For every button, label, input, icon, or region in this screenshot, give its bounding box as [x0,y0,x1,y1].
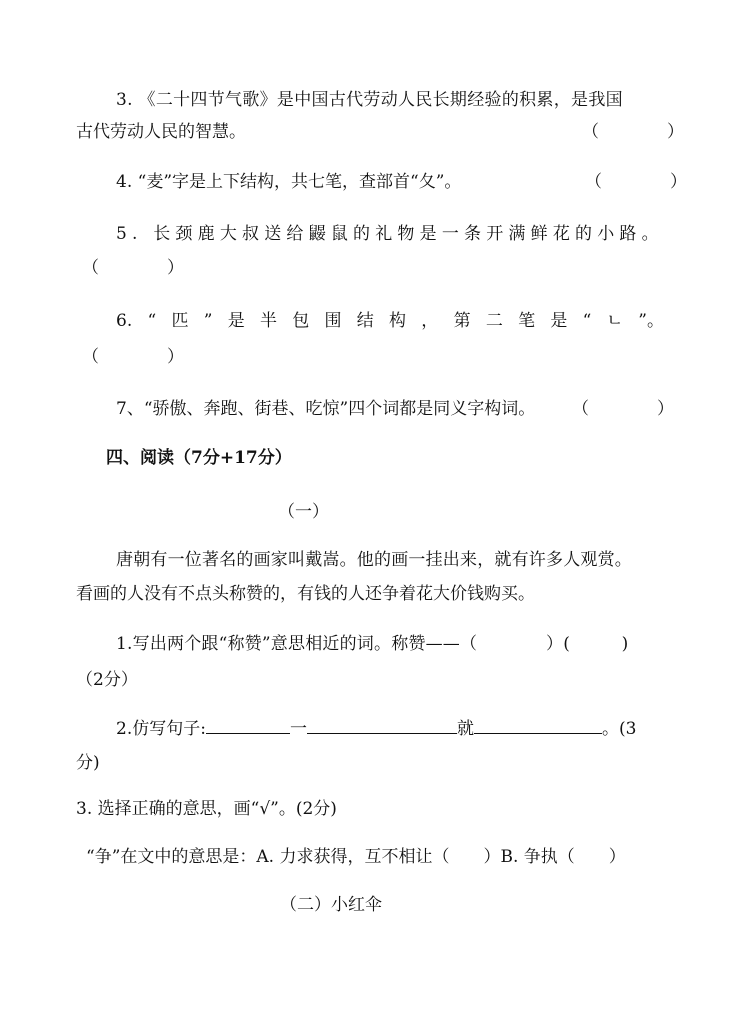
q7-text: 7、“骄傲、奔跑、街巷、吃惊”四个词都是同义字构词。 [116,399,536,419]
q3-line1: 3. 《二十四节气歌》是中国古代劳动人民长期经验的积累，是我国 [116,90,623,110]
q6-token: 包 [292,311,310,331]
q3-line2: 古代劳动人民的智慧。 [76,122,246,142]
q6-token: 匹 [171,311,189,331]
q7-answer[interactable]: （ ） [572,399,674,419]
reading-q3-text: 3. 选择正确的意思，画“√”。(2分) [76,799,337,819]
q6-token: 笔 [518,311,536,331]
q6-token: 第 [453,311,471,331]
q6-token: 是 [550,311,568,331]
answer-blank-2[interactable] [307,717,457,734]
q6-token: ” [203,311,213,331]
q6-token: ， [421,311,439,331]
q6-token: 围 [324,311,342,331]
passage-line2: 看画的人没有不点头称赞的，有钱的人还争着花大价钱购买。 [76,584,535,604]
reading-q2-prefix: 2.仿写句子: [116,719,206,739]
q6-answer[interactable]: （ ） [82,347,184,367]
q4-text: 4. “麦”字是上下结构，共七笔，查部首“夂”。 [116,172,462,192]
reading-q2-score: 分) [76,753,100,773]
answer-blank-3[interactable] [474,717,602,734]
q5-line1: 5. 长颈鹿大叔送给鼹鼠的礼物是一条开满鲜花的小路。 [116,224,664,244]
reading-q3-options: “争”在文中的意思是：A. 力求获得，互不相让（ ）B. 争执（ ） [86,847,626,867]
reading-q2-line [116,717,636,741]
part1-heading: （一） [278,502,329,522]
q6-token: 构 [389,311,407,331]
q3-answer[interactable]: （ ） [582,122,684,142]
passage-line1: 唐朝有一位著名的画家叫戴嵩。他的画一挂出来，就有许多人观赏。 [116,550,632,570]
part2-heading: （二）小红伞 [280,895,382,915]
reading-q1-text: 1.写出两个跟“称赞”意思相近的词。称赞——（ ）( ) [116,634,629,654]
q6-token: 结 [356,311,374,331]
q6-token: “ [147,311,157,331]
q6-line1 [116,309,664,333]
reading-q2-jiu: 就 [456,719,474,739]
q6-token: “ [582,311,592,331]
q6-token: ㄴ [606,311,624,331]
q6-token: 是 [227,311,245,331]
q5-answer[interactable]: （ ） [82,258,184,278]
reading-q2-yi: 一 [289,719,307,739]
reading-q1-score: （2分） [76,670,138,690]
q4-answer[interactable]: （ ） [585,172,687,192]
q6-token: 二 [485,311,503,331]
reading-q2-suffix: 。(3 [601,719,637,739]
answer-blank-1[interactable] [206,717,290,734]
q6-token: 半 [259,311,277,331]
q6-token: 6. [116,311,133,331]
section-heading: 四、阅读（7分+17分） [106,448,292,468]
q6-token: ”。 [638,311,664,331]
